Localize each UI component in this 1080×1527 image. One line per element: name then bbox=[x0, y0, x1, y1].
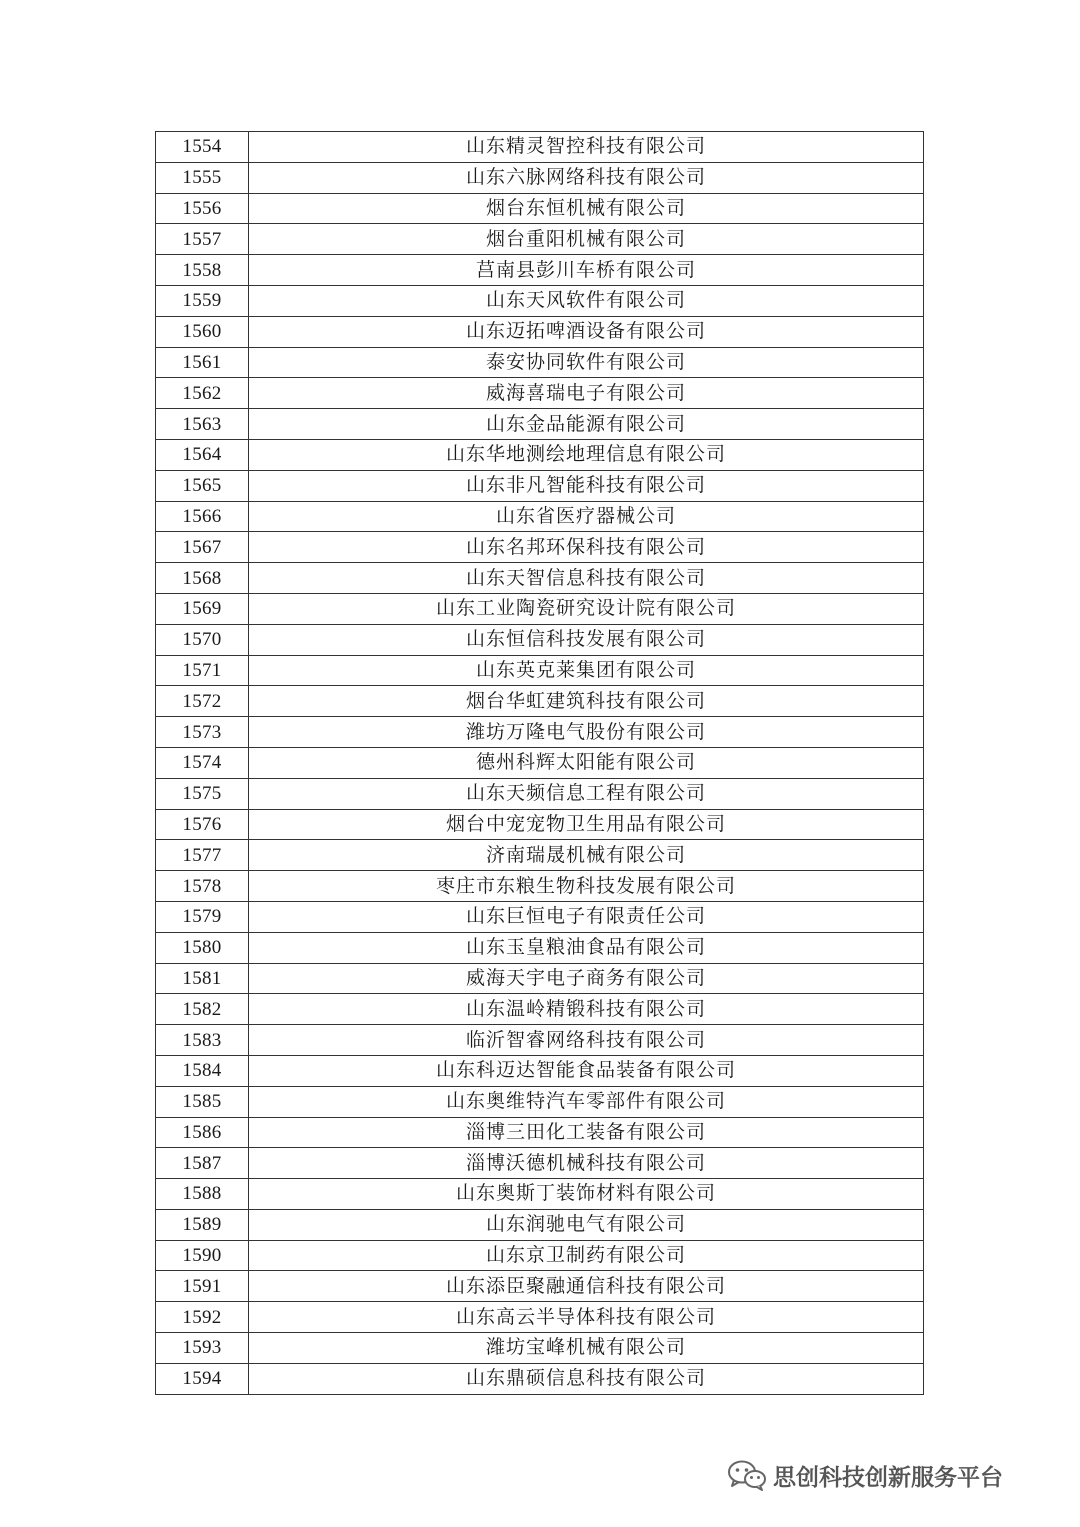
row-number: 1585 bbox=[156, 1086, 249, 1117]
company-name: 山东添臣聚融通信科技有限公司 bbox=[249, 1271, 924, 1302]
company-name: 山东科迈达智能食品装备有限公司 bbox=[249, 1055, 924, 1086]
company-name: 潍坊万隆电气股份有限公司 bbox=[249, 717, 924, 748]
table-row bbox=[156, 409, 924, 440]
table-row bbox=[156, 470, 924, 501]
company-name: 山东高云半导体科技有限公司 bbox=[249, 1302, 924, 1333]
company-name: 泰安协同软件有限公司 bbox=[249, 347, 924, 378]
watermark bbox=[727, 1458, 1003, 1492]
table-row bbox=[156, 593, 924, 624]
row-number: 1594 bbox=[156, 1363, 249, 1394]
table-row bbox=[156, 224, 924, 255]
row-number: 1578 bbox=[156, 871, 249, 902]
table-row bbox=[156, 994, 924, 1025]
table-row bbox=[156, 378, 924, 409]
row-number: 1563 bbox=[156, 409, 249, 440]
table-row bbox=[156, 1209, 924, 1240]
company-name: 山东天频信息工程有限公司 bbox=[249, 778, 924, 809]
table-row bbox=[156, 1055, 924, 1086]
row-number: 1556 bbox=[156, 193, 249, 224]
row-number: 1591 bbox=[156, 1271, 249, 1302]
company-name: 山东金品能源有限公司 bbox=[249, 409, 924, 440]
company-name: 山东恒信科技发展有限公司 bbox=[249, 624, 924, 655]
company-name: 山东天风软件有限公司 bbox=[249, 285, 924, 316]
table-row bbox=[156, 717, 924, 748]
company-name: 山东京卫制药有限公司 bbox=[249, 1240, 924, 1271]
row-number: 1554 bbox=[156, 132, 249, 163]
company-name: 山东鼎硕信息科技有限公司 bbox=[249, 1363, 924, 1394]
row-number: 1560 bbox=[156, 316, 249, 347]
row-number: 1582 bbox=[156, 994, 249, 1025]
table-row bbox=[156, 655, 924, 686]
table-row bbox=[156, 871, 924, 902]
company-name: 烟台中宠宠物卫生用品有限公司 bbox=[249, 809, 924, 840]
table-row bbox=[156, 686, 924, 717]
table-row bbox=[156, 1179, 924, 1210]
row-number: 1566 bbox=[156, 501, 249, 532]
row-number: 1568 bbox=[156, 563, 249, 594]
company-name: 山东名邦环保科技有限公司 bbox=[249, 532, 924, 563]
company-name: 山东润驰电气有限公司 bbox=[249, 1209, 924, 1240]
row-number: 1567 bbox=[156, 532, 249, 563]
row-number: 1570 bbox=[156, 624, 249, 655]
table-row bbox=[156, 132, 924, 163]
row-number: 1572 bbox=[156, 686, 249, 717]
table-row bbox=[156, 624, 924, 655]
table-row bbox=[156, 193, 924, 224]
table-row bbox=[156, 162, 924, 193]
row-number: 1571 bbox=[156, 655, 249, 686]
company-name: 威海天宇电子商务有限公司 bbox=[249, 963, 924, 994]
table-row bbox=[156, 840, 924, 871]
company-name: 山东奥斯丁装饰材料有限公司 bbox=[249, 1179, 924, 1210]
table-row bbox=[156, 532, 924, 563]
row-number: 1577 bbox=[156, 840, 249, 871]
row-number: 1581 bbox=[156, 963, 249, 994]
table-row bbox=[156, 1148, 924, 1179]
row-number: 1573 bbox=[156, 717, 249, 748]
row-number: 1579 bbox=[156, 901, 249, 932]
table-row bbox=[156, 563, 924, 594]
table-row bbox=[156, 1333, 924, 1364]
row-number: 1576 bbox=[156, 809, 249, 840]
company-name: 山东奥维特汽车零部件有限公司 bbox=[249, 1086, 924, 1117]
row-number: 1583 bbox=[156, 1025, 249, 1056]
company-name: 山东华地测绘地理信息有限公司 bbox=[249, 439, 924, 470]
company-table-body bbox=[156, 132, 924, 1395]
row-number: 1561 bbox=[156, 347, 249, 378]
company-name: 烟台东恒机械有限公司 bbox=[249, 193, 924, 224]
table-row bbox=[156, 963, 924, 994]
table-row bbox=[156, 1240, 924, 1271]
table-row bbox=[156, 1117, 924, 1148]
table-row bbox=[156, 285, 924, 316]
table-row bbox=[156, 1025, 924, 1056]
row-number: 1557 bbox=[156, 224, 249, 255]
row-number: 1587 bbox=[156, 1148, 249, 1179]
company-name: 山东温岭精锻科技有限公司 bbox=[249, 994, 924, 1025]
row-number: 1584 bbox=[156, 1055, 249, 1086]
company-name: 淄博三田化工装备有限公司 bbox=[249, 1117, 924, 1148]
table-row bbox=[156, 778, 924, 809]
row-number: 1580 bbox=[156, 932, 249, 963]
company-name: 山东巨恒电子有限责任公司 bbox=[249, 901, 924, 932]
company-name: 烟台重阳机械有限公司 bbox=[249, 224, 924, 255]
row-number: 1593 bbox=[156, 1333, 249, 1364]
table-row bbox=[156, 347, 924, 378]
company-name: 山东省医疗器械公司 bbox=[249, 501, 924, 532]
row-number: 1555 bbox=[156, 162, 249, 193]
wechat-icon bbox=[727, 1459, 767, 1491]
table-row bbox=[156, 316, 924, 347]
company-name: 潍坊宝峰机械有限公司 bbox=[249, 1333, 924, 1364]
row-number: 1559 bbox=[156, 285, 249, 316]
table-row bbox=[156, 1271, 924, 1302]
company-name: 山东精灵智控科技有限公司 bbox=[249, 132, 924, 163]
row-number: 1569 bbox=[156, 593, 249, 624]
watermark-text: 思创科技创新服务平台 bbox=[773, 1464, 1003, 1491]
row-number: 1565 bbox=[156, 470, 249, 501]
company-name: 烟台华虹建筑科技有限公司 bbox=[249, 686, 924, 717]
company-name: 济南瑞晟机械有限公司 bbox=[249, 840, 924, 871]
table-row bbox=[156, 932, 924, 963]
table-row bbox=[156, 439, 924, 470]
company-name: 山东工业陶瓷研究设计院有限公司 bbox=[249, 593, 924, 624]
company-name: 淄博沃德机械科技有限公司 bbox=[249, 1148, 924, 1179]
table-row bbox=[156, 901, 924, 932]
company-name: 山东迈拓啤酒设备有限公司 bbox=[249, 316, 924, 347]
table-row bbox=[156, 747, 924, 778]
company-name: 山东玉皇粮油食品有限公司 bbox=[249, 932, 924, 963]
row-number: 1562 bbox=[156, 378, 249, 409]
table-row bbox=[156, 809, 924, 840]
row-number: 1590 bbox=[156, 1240, 249, 1271]
row-number: 1574 bbox=[156, 747, 249, 778]
row-number: 1564 bbox=[156, 439, 249, 470]
company-table bbox=[155, 131, 924, 1395]
table-row bbox=[156, 255, 924, 286]
company-name: 山东非凡智能科技有限公司 bbox=[249, 470, 924, 501]
row-number: 1589 bbox=[156, 1209, 249, 1240]
row-number: 1588 bbox=[156, 1179, 249, 1210]
row-number: 1586 bbox=[156, 1117, 249, 1148]
company-name: 枣庄市东粮生物科技发展有限公司 bbox=[249, 871, 924, 902]
company-name: 德州科辉太阳能有限公司 bbox=[249, 747, 924, 778]
company-name: 山东六脉网络科技有限公司 bbox=[249, 162, 924, 193]
table-row bbox=[156, 501, 924, 532]
company-name: 莒南县彭川车桥有限公司 bbox=[249, 255, 924, 286]
company-name: 山东英克莱集团有限公司 bbox=[249, 655, 924, 686]
row-number: 1558 bbox=[156, 255, 249, 286]
row-number: 1575 bbox=[156, 778, 249, 809]
table-row bbox=[156, 1363, 924, 1394]
company-name: 临沂智睿网络科技有限公司 bbox=[249, 1025, 924, 1056]
table-row bbox=[156, 1086, 924, 1117]
company-name: 威海喜瑞电子有限公司 bbox=[249, 378, 924, 409]
company-name: 山东天智信息科技有限公司 bbox=[249, 563, 924, 594]
row-number: 1592 bbox=[156, 1302, 249, 1333]
table-row bbox=[156, 1302, 924, 1333]
